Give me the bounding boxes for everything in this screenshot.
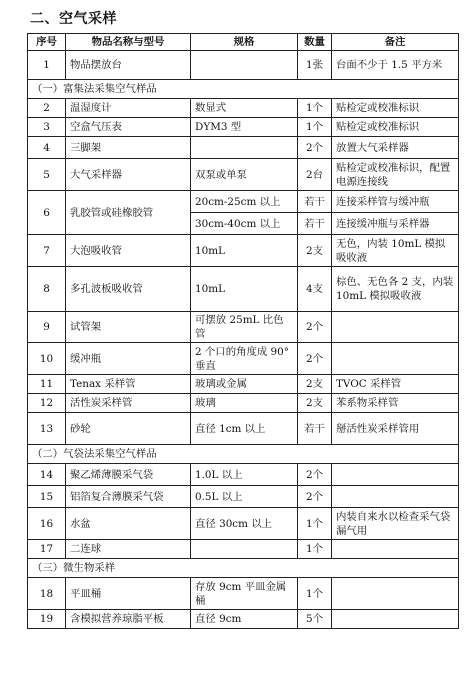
section-row xyxy=(28,80,459,99)
cell-no: 10 xyxy=(28,343,66,375)
table-row xyxy=(28,464,459,486)
page-title: 二、空气采样 xyxy=(30,11,117,27)
header-qty: 数量 xyxy=(298,34,332,51)
cell-no: 4 xyxy=(28,137,66,159)
cell-qty: 2支 xyxy=(298,394,332,413)
cell-note xyxy=(332,343,459,375)
cell-spec xyxy=(191,51,298,80)
cell-no: 8 xyxy=(28,267,66,312)
section-label: （三）微生物采样 xyxy=(28,559,459,578)
cell-note: 贴检定或校准标识 xyxy=(332,99,459,118)
table-row xyxy=(28,486,459,508)
cell-no: 18 xyxy=(28,578,66,610)
cell-spec: 30cm-40cm 以上 xyxy=(191,213,298,235)
cell-name: 多孔波板吸收管 xyxy=(66,267,191,312)
cell-no: 9 xyxy=(28,312,66,343)
cell-spec: DYM3 型 xyxy=(191,118,298,137)
cell-qty: 2个 xyxy=(298,486,332,508)
cell-no: 6 xyxy=(28,191,66,235)
cell-note xyxy=(332,578,459,610)
cell-no: 11 xyxy=(28,375,66,394)
table-row xyxy=(28,375,459,394)
cell-qty: 2支 xyxy=(298,235,332,267)
cell-qty: 若干 xyxy=(298,191,332,213)
cell-note: 棕色、无色各 2 支，内装 10mL 模拟吸收液 xyxy=(332,267,459,312)
table-row xyxy=(28,235,459,267)
table-row xyxy=(28,394,459,413)
cell-no: 12 xyxy=(28,394,66,413)
cell-spec: 直径 30cm 以上 xyxy=(191,508,298,540)
cell-spec: 玻璃 xyxy=(191,394,298,413)
cell-name: 温湿度计 xyxy=(66,99,191,118)
cell-spec: 数显式 xyxy=(191,99,298,118)
header-name: 物品名称与型号 xyxy=(66,34,191,51)
cell-name: 三脚架 xyxy=(66,137,191,159)
cell-no: 16 xyxy=(28,508,66,540)
cell-qty: 若干 xyxy=(298,413,332,445)
table-row xyxy=(28,99,459,118)
cell-qty: 1个 xyxy=(298,99,332,118)
cell-no: 17 xyxy=(28,540,66,559)
cell-qty: 1个 xyxy=(298,118,332,137)
cell-spec: 1.0L 以上 xyxy=(191,464,298,486)
section-label: （一）富集法采集空气样品 xyxy=(28,80,459,99)
cell-spec: 10mL xyxy=(191,235,298,267)
cell-spec: 20cm-25cm 以上 xyxy=(191,191,298,213)
cell-spec: 存放 9cm 平皿金属桶 xyxy=(191,578,298,610)
cell-note xyxy=(332,486,459,508)
cell-no: 5 xyxy=(28,159,66,191)
cell-qty: 1张 xyxy=(298,51,332,80)
table-row xyxy=(28,137,459,159)
cell-qty: 2个 xyxy=(298,312,332,343)
table-row xyxy=(28,343,459,375)
header-no: 序号 xyxy=(28,34,66,51)
table-row xyxy=(28,413,459,445)
cell-name: 物品摆放台 xyxy=(66,51,191,80)
table-row xyxy=(28,159,459,191)
table-header-row xyxy=(28,34,459,51)
table-row xyxy=(28,267,459,312)
cell-qty: 1个 xyxy=(298,578,332,610)
cell-name: 铝箔复合薄膜采气袋 xyxy=(66,486,191,508)
table-row xyxy=(28,578,459,610)
cell-note: 连接采样管与缓冲瓶 xyxy=(332,191,459,213)
cell-qty: 5个 xyxy=(298,610,332,629)
header-spec: 规格 xyxy=(191,34,298,51)
cell-no: 1 xyxy=(28,51,66,80)
cell-qty: 2支 xyxy=(298,375,332,394)
cell-note: 掰活性炭采样管用 xyxy=(332,413,459,445)
cell-note: 无色，内装 10mL 模拟吸收液 xyxy=(332,235,459,267)
cell-name: 乳胶管或硅橡胶管 xyxy=(66,191,191,235)
cell-no: 3 xyxy=(28,118,66,137)
cell-note xyxy=(332,312,459,343)
cell-qty: 2个 xyxy=(298,464,332,486)
cell-spec: 2 个口的角度成 90°垂直 xyxy=(191,343,298,375)
table-row xyxy=(28,540,459,559)
table-row xyxy=(28,118,459,137)
cell-name: 大泡吸收管 xyxy=(66,235,191,267)
cell-note: TVOC 采样管 xyxy=(332,375,459,394)
cell-no: 7 xyxy=(28,235,66,267)
cell-note xyxy=(332,540,459,559)
table-row xyxy=(28,312,459,343)
cell-no: 13 xyxy=(28,413,66,445)
section-row xyxy=(28,445,459,464)
header-note: 备注 xyxy=(332,34,459,51)
cell-qty: 1个 xyxy=(298,540,332,559)
cell-spec: 10mL xyxy=(191,267,298,312)
cell-name: 试管架 xyxy=(66,312,191,343)
cell-note: 贴检定或校准标识，配置电源连接线 xyxy=(332,159,459,191)
section-label: （二）气袋法采集空气样品 xyxy=(28,445,459,464)
table-row xyxy=(28,610,459,629)
cell-spec: 可摆放 25mL 比色管 xyxy=(191,312,298,343)
cell-qty: 2个 xyxy=(298,137,332,159)
cell-no: 2 xyxy=(28,99,66,118)
cell-name: 空盒气压表 xyxy=(66,118,191,137)
cell-qty: 1个 xyxy=(298,508,332,540)
cell-name: 大气采样器 xyxy=(66,159,191,191)
cell-note xyxy=(332,464,459,486)
cell-name: 砂轮 xyxy=(66,413,191,445)
cell-spec: 直径 9cm xyxy=(191,610,298,629)
cell-name: 含模拟营养琼脂平板 xyxy=(66,610,191,629)
cell-note: 连接缓冲瓶与采样器 xyxy=(332,213,459,235)
cell-note: 贴检定或校准标识 xyxy=(332,118,459,137)
cell-no: 14 xyxy=(28,464,66,486)
cell-name: 缓冲瓶 xyxy=(66,343,191,375)
cell-note xyxy=(332,610,459,629)
cell-name: 二连球 xyxy=(66,540,191,559)
cell-spec: 玻璃或金属 xyxy=(191,375,298,394)
cell-spec: 双泵或单泵 xyxy=(191,159,298,191)
cell-name: 平皿桶 xyxy=(66,578,191,610)
cell-no: 19 xyxy=(28,610,66,629)
cell-qty: 2台 xyxy=(298,159,332,191)
cell-note: 台面不少于 1.5 平方米 xyxy=(332,51,459,80)
cell-name: 活性炭采样管 xyxy=(66,394,191,413)
cell-spec xyxy=(191,540,298,559)
cell-qty: 4支 xyxy=(298,267,332,312)
cell-note: 放置大气采样器 xyxy=(332,137,459,159)
table-row xyxy=(28,191,459,213)
cell-no: 15 xyxy=(28,486,66,508)
table-row xyxy=(28,51,459,80)
cell-spec: 直径 1cm 以上 xyxy=(191,413,298,445)
cell-note: 内装自来水以检查采气袋漏气用 xyxy=(332,508,459,540)
table-row xyxy=(28,508,459,540)
cell-spec xyxy=(191,137,298,159)
cell-spec: 0.5L 以上 xyxy=(191,486,298,508)
cell-qty: 若干 xyxy=(298,213,332,235)
cell-name: 水盆 xyxy=(66,508,191,540)
cell-name: Tenax 采样管 xyxy=(66,375,191,394)
cell-note: 苯系物采样管 xyxy=(332,394,459,413)
cell-name: 聚乙烯薄膜采气袋 xyxy=(66,464,191,486)
section-row xyxy=(28,559,459,578)
equipment-table xyxy=(27,33,459,629)
cell-qty: 2个 xyxy=(298,343,332,375)
